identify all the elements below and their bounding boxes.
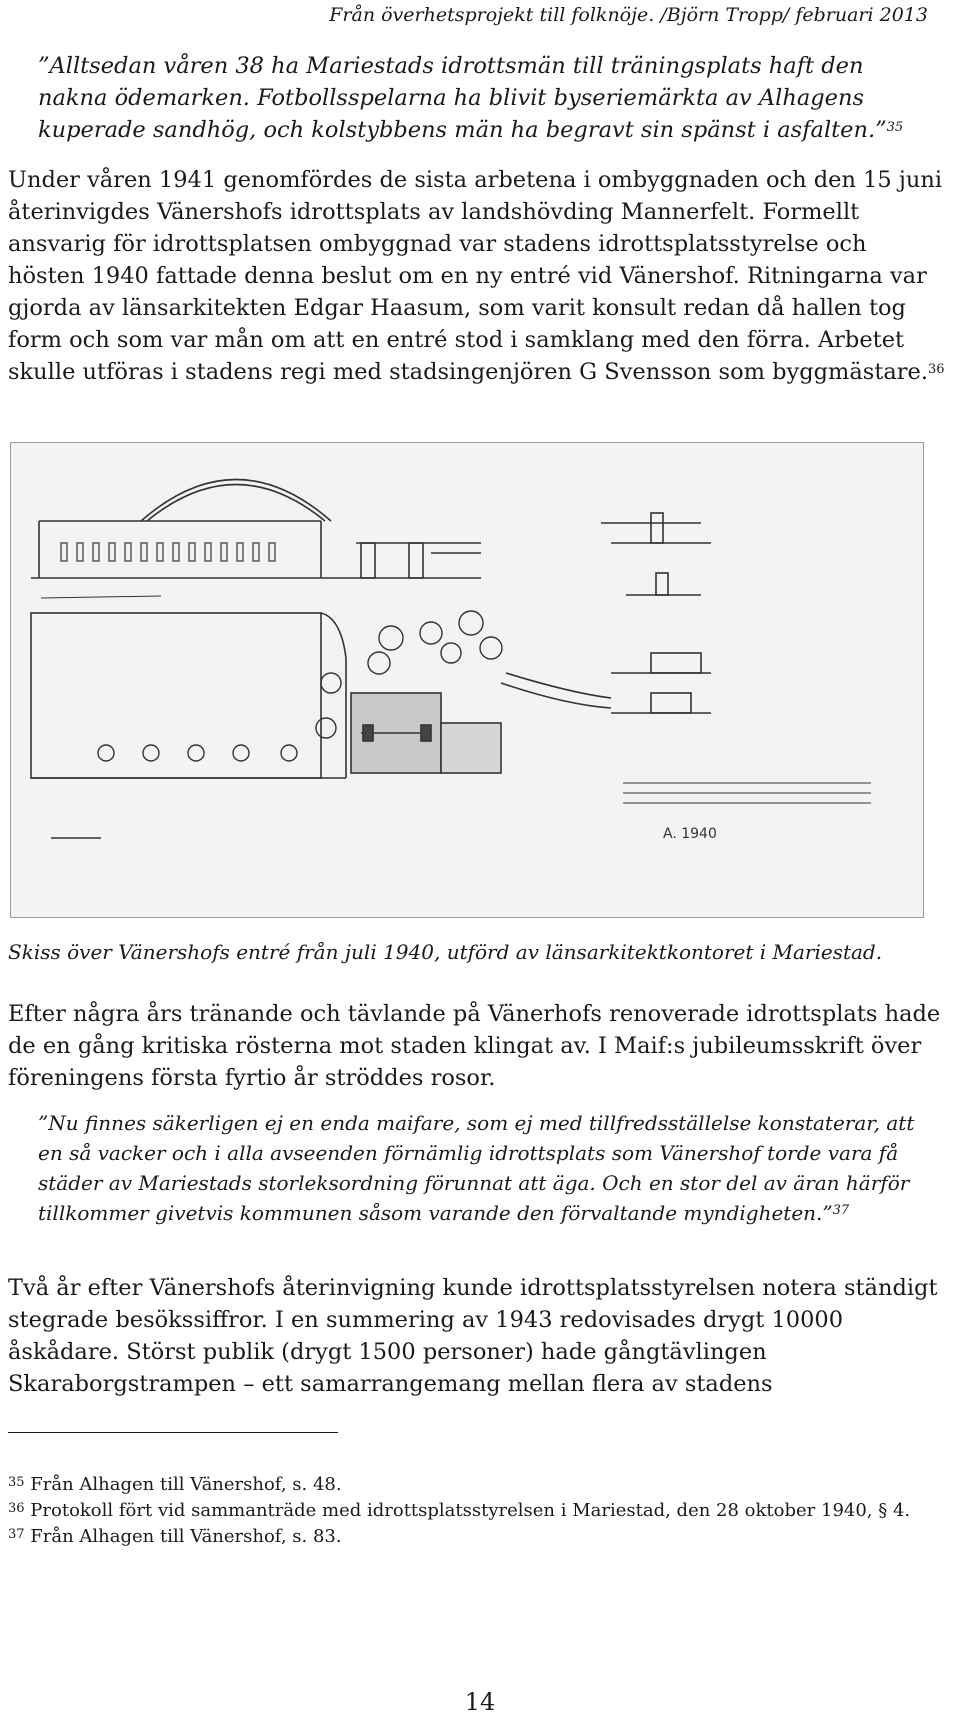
quote-2-text: ”Nu finnes säkerligen ej en enda maifare, som ej med tillfredsställelse konstaterar, att en så vacker och i alla avseenden förnämlig idrottsplats som Vänershof torde vara få städer av Mariestads storleksordning förunnat att äga. Och en stor del av äran härför tillkommer givetvis kommunen såsom varande den förvaltande myndigheten.” xyxy=(38,1111,915,1225)
footnote-ref-35[interactable]: 35 xyxy=(886,120,904,135)
paragraph-1 xyxy=(8,164,948,388)
paragraph-1-text: Under våren 1941 genomfördes de sista arbetena i ombyggnaden och den 15 juni återinvigdes Vänershofs idrottsplats av landshövding Mannerfelt. Formellt ansvarig för idrottsplatsen ombyggnad var stadens idrottsplatsstyrelse och hösten 1940 fattade denna beslut om en ny entré vid Vänershof. Ritningarna var gjorda av länsarkitekten Edgar Haasum, som varit konsult redan då hallen tog form och som var mån om att en entré stod i samklang med den förra. Arbetet skulle utföras i stadens regi med stadsingenjören G Svensson som byggmästare. xyxy=(8,167,943,385)
drawing-stamp: A. 1940 xyxy=(663,826,717,842)
footnote-number: 35 xyxy=(8,1475,25,1490)
footnote-ref-37[interactable]: 37 xyxy=(832,1203,850,1218)
footnote-text: Från Alhagen till Vänershof, s. 83. xyxy=(30,1526,342,1547)
paragraph-2: Efter några års tränande och tävlande på Vänerhofs renoverade idrottsplats hade de en gång kritiska rösterna mot staden klingat av. I Maif:s jubileumsskrift över föreningens första fyrtio år ströddes rosor. xyxy=(8,1001,941,1091)
footnotes xyxy=(8,1472,948,1550)
block-quote-2 xyxy=(38,1108,918,1228)
page-number: 14 xyxy=(464,1688,496,1716)
footnote-35 xyxy=(8,1472,948,1498)
footnote-ref-36[interactable]: 36 xyxy=(928,362,945,377)
footnote-number: 36 xyxy=(8,1501,25,1516)
footnote-36 xyxy=(8,1498,948,1524)
quote-1-text: ”Alltsedan våren 38 ha Mariestads idrottsmän till träningsplats haft den nakna ödemarken. Fotbollsspelarna ha blivit byseriemärkta av Alhagens kuperade sandhög, och kolstybbens män ha begravt sin spänst i asfalten.” xyxy=(38,53,887,143)
footnote-divider xyxy=(8,1432,338,1433)
footnote-text: Från Alhagen till Vänershof, s. 48. xyxy=(30,1474,342,1495)
block-quote-1 xyxy=(38,50,918,146)
footnote-text: Protokoll fört vid sammanträde med idrottsplatsstyrelsen i Mariestad, den 28 oktober 1940, § 4. xyxy=(30,1500,911,1521)
architectural-drawing-figure xyxy=(10,442,924,918)
paragraph-3: Två år efter Vänershofs återinvigning kunde idrottsplatsstyrelsen notera ständigt stegrade besökssiffror. I en summering av 1943 redovisades drygt 10000 åskådare. Störst publik (drygt 1500 personer) hade gångtävlingen Skaraborgstrampen – ett samarrangemang mellan flera av stadens xyxy=(8,1275,938,1397)
running-header: Från överhetsprojekt till folknöje. /Björn Tropp/ februari 2013 xyxy=(329,4,928,26)
footnote-number: 37 xyxy=(8,1527,25,1542)
architectural-sketch xyxy=(11,443,923,917)
footnote-37 xyxy=(8,1524,948,1550)
figure-caption: Skiss över Vänershofs entré från juli 1940, utförd av länsarkitektkontoret i Mariestad. xyxy=(8,940,883,964)
